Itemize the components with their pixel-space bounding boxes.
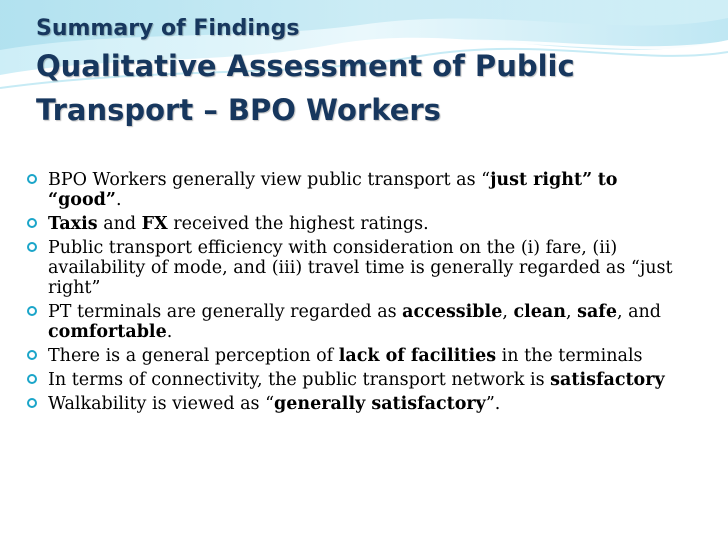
bullet-circle-icon <box>27 174 37 184</box>
title-block <box>36 14 716 132</box>
bullet-text: In terms of connectivity, the public transport network is <box>48 370 551 390</box>
bullet-emphasis-text: satisfactory <box>550 370 665 390</box>
bullet-text: in the terminals <box>496 346 643 366</box>
bullet-item <box>24 346 694 366</box>
bullet-emphasis-text: “good” <box>48 190 116 210</box>
bullet-circle-icon <box>27 242 37 252</box>
bullet-circle-icon <box>27 218 37 228</box>
bullet-text: . <box>115 190 122 210</box>
bullet-emphasis-text: comfortable <box>48 322 167 342</box>
bullet-item <box>24 238 694 298</box>
bullet-text: , <box>502 302 514 322</box>
findings-bullet-list <box>24 170 694 418</box>
bullet-emphasis-text: Taxis <box>48 214 98 234</box>
bullet-text: PT terminals are generally regarded as <box>48 302 403 322</box>
bullet-item <box>24 302 694 342</box>
bullet-emphasis-text: to <box>597 170 618 190</box>
bullet-emphasis-text: clean <box>513 302 566 322</box>
bullet-item <box>24 370 694 390</box>
bullet-text: received the highest ratings. <box>167 214 429 234</box>
bullet-circle-icon <box>27 374 37 384</box>
bullet-emphasis-text: just right” <box>490 170 593 190</box>
bullet-emphasis-text: lack of facilities <box>338 346 497 366</box>
slide-title-line-1: Qualitative Assessment of Public <box>36 49 575 83</box>
bullet-item <box>24 214 694 234</box>
bullet-text: , and <box>616 302 662 322</box>
bullet-emphasis-text: accessible <box>402 302 503 322</box>
slide-title-line-2: Transport – BPO Workers <box>36 93 441 127</box>
bullet-text: . <box>166 322 173 342</box>
bullet-text: Public transport efficiency with consideration on the (i) fare, (ii) availability of mode, and (iii) travel time is generally regarded as “just right” <box>48 238 673 298</box>
bullet-text: ”. <box>485 394 501 414</box>
bullet-text: Walkability is viewed as “ <box>48 394 275 414</box>
bullet-text: There is a general perception of <box>48 346 339 366</box>
bullet-circle-icon <box>27 306 37 316</box>
bullet-text: , <box>565 302 578 322</box>
bullet-circle-icon <box>27 398 37 408</box>
bullet-circle-icon <box>27 350 37 360</box>
bullet-emphasis-text: generally satisfactory <box>274 394 486 414</box>
slide-subtitle: Summary of Findings <box>36 16 300 41</box>
bullet-item <box>24 394 694 414</box>
bullet-emphasis-text: safe <box>577 302 617 322</box>
bullet-emphasis-text: FX <box>141 214 168 234</box>
bullet-text: and <box>97 214 142 234</box>
bullet-item <box>24 170 694 210</box>
bullet-text: BPO Workers generally view public transport as “ <box>48 170 491 190</box>
